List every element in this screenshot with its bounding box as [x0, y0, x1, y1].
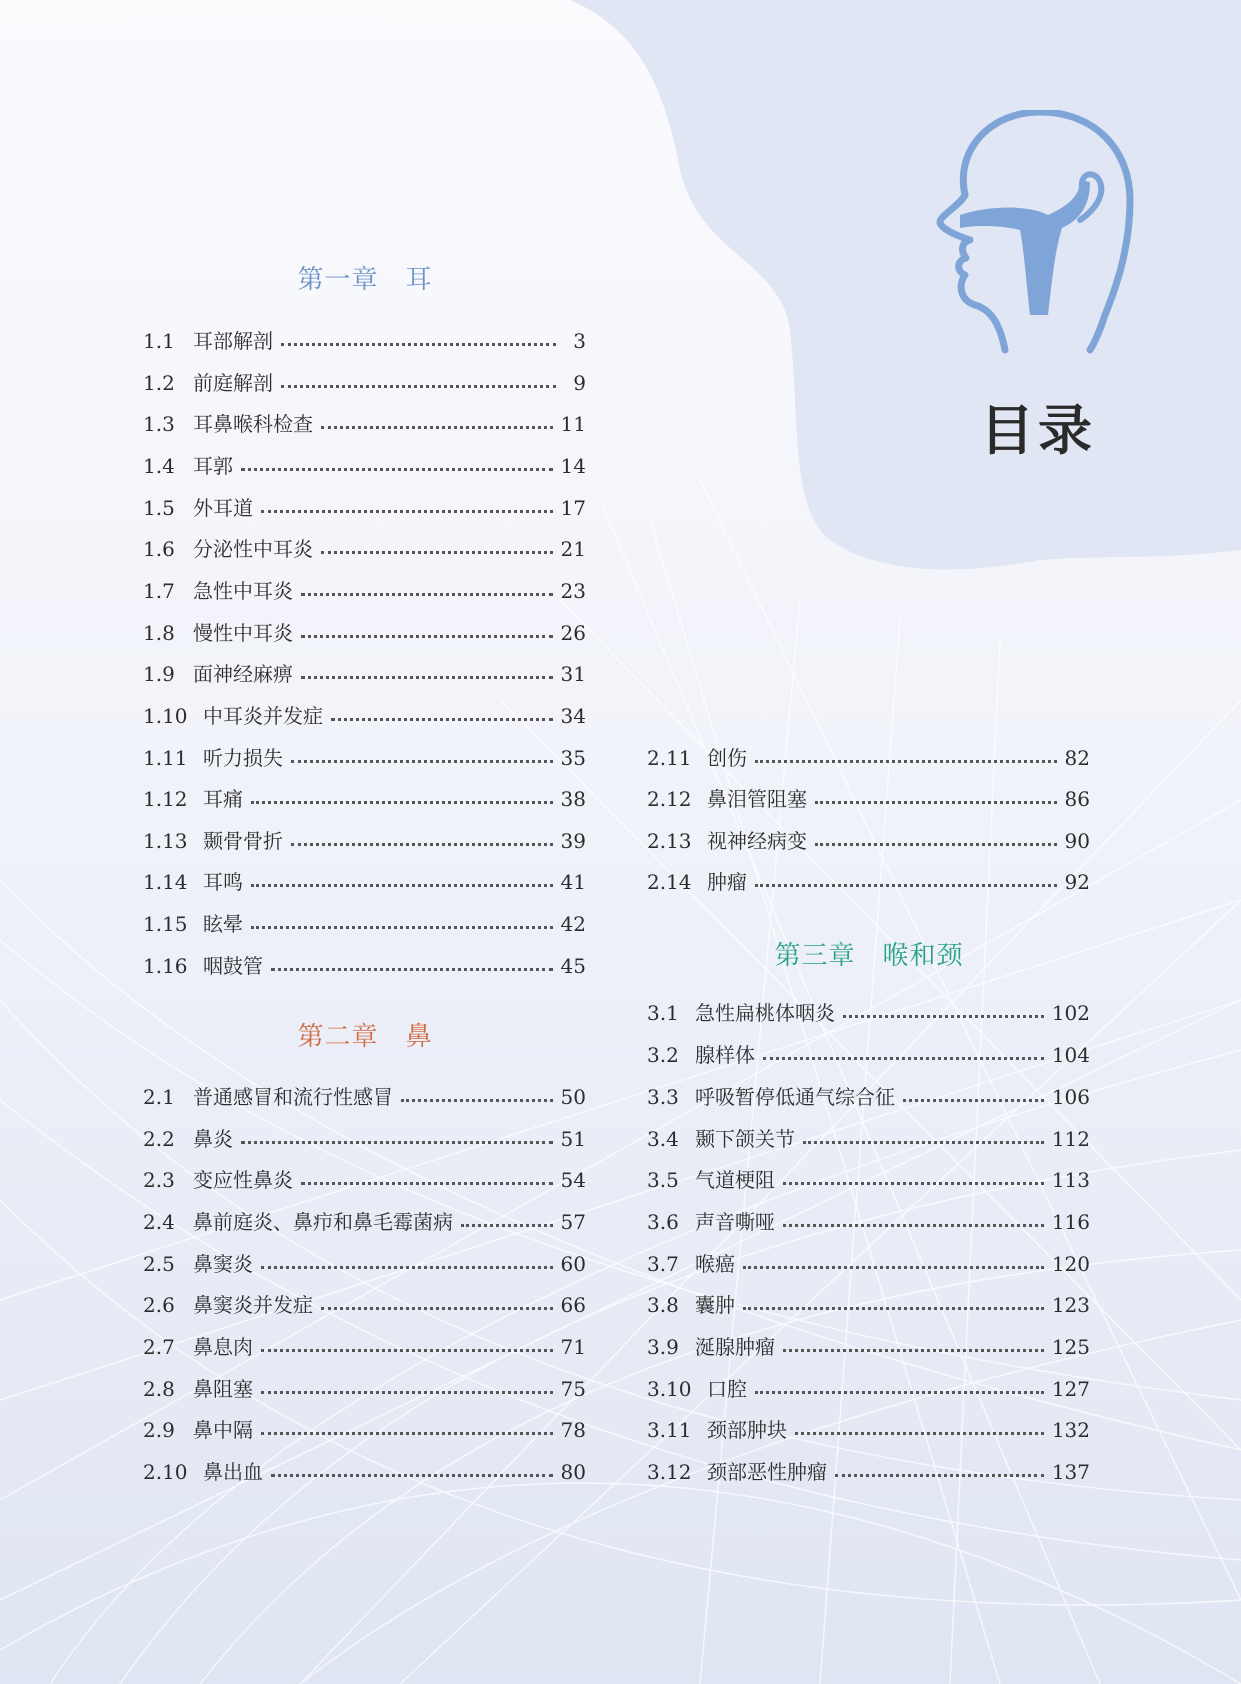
toc-entry[interactable]: [143, 370, 586, 396]
toc-entry[interactable]: [647, 1084, 1090, 1110]
toc-entry[interactable]: [143, 578, 586, 604]
page-number: 39: [560, 829, 586, 853]
section-title: 前庭解剖: [193, 371, 273, 395]
section-number: 3.1: [647, 1001, 679, 1025]
section-number: 1.7: [143, 579, 175, 603]
page-number: 17: [560, 496, 586, 520]
section-title: 鼻窦炎: [193, 1252, 253, 1276]
section-title: 颈部恶性肿瘤: [707, 1460, 827, 1484]
toc-entry[interactable]: [143, 1167, 586, 1193]
toc-entry[interactable]: [647, 1334, 1090, 1360]
leader-dots: [261, 1429, 553, 1435]
toc-title: 目录: [980, 399, 1096, 462]
section-title: 囊肿: [695, 1293, 735, 1317]
section-number: 1.5: [143, 496, 175, 520]
section-title: 鼻前庭炎、鼻疖和鼻毛霉菌病: [193, 1210, 453, 1234]
section-title: 涎腺肿瘤: [695, 1335, 775, 1359]
section-number: 2.11: [647, 746, 692, 770]
page-number: 75: [560, 1377, 586, 1401]
page-number: 41: [560, 870, 586, 894]
leader-dots: [903, 1096, 1044, 1102]
section-title: 咽鼓管: [203, 954, 263, 978]
toc-entry[interactable]: [143, 953, 586, 979]
section-title: 普通感冒和流行性感冒: [193, 1085, 393, 1109]
page-number: 102: [1051, 1001, 1090, 1025]
section-number: 2.5: [143, 1252, 175, 1276]
section-number: 1.14: [143, 870, 188, 894]
leader-dots: [783, 1179, 1044, 1185]
leader-dots: [321, 423, 553, 429]
section-title: 面神经麻痹: [193, 662, 293, 686]
section-title: 鼻泪管阻塞: [707, 787, 807, 811]
leader-dots: [815, 840, 1057, 846]
leader-dots: [321, 1304, 553, 1310]
leader-dots: [815, 798, 1057, 804]
toc-entry[interactable]: [647, 1209, 1090, 1235]
page-number: 78: [560, 1418, 586, 1442]
toc-entry[interactable]: [143, 1376, 586, 1402]
section-title: 耳鼻喉科检查: [193, 412, 313, 436]
page-number: 42: [560, 912, 586, 936]
section-title: 声音嘶哑: [695, 1210, 775, 1234]
leader-dots: [281, 382, 556, 388]
leader-dots: [271, 1471, 553, 1477]
toc-entry[interactable]: [143, 453, 586, 479]
page-number: 112: [1051, 1127, 1090, 1151]
page-number: 50: [560, 1085, 586, 1109]
section-title: 鼻阻塞: [193, 1377, 253, 1401]
page-number: 92: [1064, 870, 1090, 894]
toc-entry[interactable]: [143, 1292, 586, 1318]
section-number: 1.15: [143, 912, 188, 936]
section-number: 1.13: [143, 829, 188, 853]
section-number: 2.10: [143, 1460, 188, 1484]
toc-entry[interactable]: [143, 620, 586, 646]
section-number: 2.12: [647, 787, 692, 811]
leader-dots: [783, 1346, 1044, 1352]
page-number: 23: [560, 579, 586, 603]
leader-dots: [251, 923, 553, 929]
section-title: 颞下颌关节: [695, 1127, 795, 1151]
page-number: 54: [560, 1168, 586, 1192]
toc-entry[interactable]: [143, 411, 586, 437]
chapter-3-title: 第三章 喉和颈: [774, 941, 964, 971]
toc-entry[interactable]: [647, 1292, 1090, 1318]
page-number: 104: [1051, 1043, 1090, 1067]
section-number: 3.12: [647, 1460, 692, 1484]
section-number: 2.3: [143, 1168, 175, 1192]
leader-dots: [241, 465, 553, 471]
toc-entry[interactable]: [647, 1459, 1090, 1485]
head-profile-icon: [930, 110, 1140, 360]
leader-dots: [241, 1138, 553, 1144]
page-number: 125: [1051, 1335, 1090, 1359]
toc-entry[interactable]: [647, 828, 1090, 854]
section-number: 3.8: [647, 1293, 679, 1317]
section-number: 3.10: [647, 1377, 692, 1401]
section-title: 急性扁桃体咽炎: [695, 1001, 835, 1025]
section-number: 1.3: [143, 412, 175, 436]
section-title: 鼻中隔: [193, 1418, 253, 1442]
leader-dots: [763, 1054, 1044, 1060]
toc-entry[interactable]: [143, 328, 586, 354]
leader-dots: [743, 1263, 1044, 1269]
toc-entry[interactable]: [647, 1376, 1090, 1402]
leader-dots: [843, 1012, 1044, 1018]
section-number: 3.3: [647, 1085, 679, 1109]
leader-dots: [251, 798, 553, 804]
section-number: 2.9: [143, 1418, 175, 1442]
leader-dots: [261, 1388, 553, 1394]
toc-entry[interactable]: [647, 1167, 1090, 1193]
page-number: 31: [560, 662, 586, 686]
leader-dots: [261, 1346, 553, 1352]
section-title: 慢性中耳炎: [193, 621, 293, 645]
section-title: 外耳道: [193, 496, 253, 520]
section-number: 1.11: [143, 746, 188, 770]
page-number: 57: [560, 1210, 586, 1234]
page-number: 45: [560, 954, 586, 978]
page-number: 123: [1051, 1293, 1090, 1317]
leader-dots: [291, 757, 553, 763]
page-number: 38: [560, 787, 586, 811]
leader-dots: [803, 1138, 1044, 1144]
page-number: 106: [1051, 1085, 1090, 1109]
page-number: 71: [560, 1335, 586, 1359]
page-number: 116: [1051, 1210, 1090, 1234]
toc-entry[interactable]: [143, 1251, 586, 1277]
toc-entry[interactable]: [143, 869, 586, 895]
page-number: 113: [1051, 1168, 1090, 1192]
toc-entry[interactable]: [143, 1209, 586, 1235]
leader-dots: [251, 881, 553, 887]
leader-dots: [261, 1263, 553, 1269]
section-number: 2.4: [143, 1210, 175, 1234]
section-number: 1.6: [143, 537, 175, 561]
section-number: 3.11: [647, 1418, 692, 1442]
toc-entry[interactable]: [143, 786, 586, 812]
page-number: 66: [560, 1293, 586, 1317]
leader-dots: [755, 757, 1057, 763]
page-number: 127: [1051, 1377, 1090, 1401]
leader-dots: [835, 1471, 1044, 1477]
section-number: 2.1: [143, 1085, 175, 1109]
section-number: 3.6: [647, 1210, 679, 1234]
leader-dots: [281, 340, 556, 346]
section-title: 中耳炎并发症: [203, 704, 323, 728]
page-number: 35: [560, 746, 586, 770]
section-title: 分泌性中耳炎: [193, 537, 313, 561]
page-number: 80: [560, 1460, 586, 1484]
toc-entry[interactable]: [143, 1417, 586, 1443]
page-number: 21: [560, 537, 586, 561]
page-number: 90: [1064, 829, 1090, 853]
section-title: 鼻炎: [193, 1127, 233, 1151]
section-number: 2.8: [143, 1377, 175, 1401]
page-number: 11: [560, 412, 586, 436]
section-number: 1.12: [143, 787, 188, 811]
section-number: 1.4: [143, 454, 175, 478]
section-title: 鼻出血: [203, 1460, 263, 1484]
section-title: 肿瘤: [707, 870, 747, 894]
toc-entry[interactable]: [143, 1126, 586, 1152]
section-number: 1.10: [143, 704, 188, 728]
chapter-1-title: 第一章 耳: [297, 265, 433, 295]
toc-entry[interactable]: [143, 911, 586, 937]
section-title: 鼻息肉: [193, 1335, 253, 1359]
section-number: 1.16: [143, 954, 188, 978]
leader-dots: [783, 1221, 1044, 1227]
section-number: 1.2: [143, 371, 175, 395]
page-number: 14: [560, 454, 586, 478]
toc-entry[interactable]: [647, 869, 1090, 895]
leader-dots: [301, 673, 553, 679]
section-title: 颞骨骨折: [203, 829, 283, 853]
section-number: 2.6: [143, 1293, 175, 1317]
section-title: 耳部解剖: [193, 329, 273, 353]
section-title: 颈部肿块: [707, 1418, 787, 1442]
section-title: 眩晕: [203, 912, 243, 936]
section-number: 1.1: [143, 329, 175, 353]
leader-dots: [271, 965, 553, 971]
toc-entry[interactable]: [647, 1126, 1090, 1152]
page-number: 60: [560, 1252, 586, 1276]
section-title: 耳鸣: [203, 870, 243, 894]
section-title: 腺样体: [695, 1043, 755, 1067]
section-number: 2.2: [143, 1127, 175, 1151]
section-number: 2.13: [647, 829, 692, 853]
page-number: 137: [1051, 1460, 1090, 1484]
chapter-2-title: 第二章 鼻: [297, 1022, 433, 1052]
leader-dots: [261, 507, 553, 513]
section-title: 喉癌: [695, 1252, 735, 1276]
page-number: 86: [1064, 787, 1090, 811]
page-number: 34: [560, 704, 586, 728]
toc-entry[interactable]: [647, 786, 1090, 812]
toc-entry[interactable]: [143, 745, 586, 771]
section-title: 耳郭: [193, 454, 233, 478]
leader-dots: [755, 881, 1057, 887]
section-title: 耳痛: [203, 787, 243, 811]
toc-entry[interactable]: [647, 1042, 1090, 1068]
toc-entry[interactable]: [143, 828, 586, 854]
leader-dots: [795, 1429, 1044, 1435]
section-title: 视神经病变: [707, 829, 807, 853]
section-number: 1.9: [143, 662, 175, 686]
toc-entry[interactable]: [143, 661, 586, 687]
leader-dots: [301, 1179, 553, 1185]
leader-dots: [301, 590, 553, 596]
leader-dots: [331, 715, 553, 721]
section-title: 急性中耳炎: [193, 579, 293, 603]
leader-dots: [743, 1304, 1044, 1310]
toc-entry[interactable]: [647, 745, 1090, 771]
section-number: 1.8: [143, 621, 175, 645]
leader-dots: [755, 1388, 1044, 1394]
section-number: 3.5: [647, 1168, 679, 1192]
section-title: 变应性鼻炎: [193, 1168, 293, 1192]
section-number: 3.9: [647, 1335, 679, 1359]
leader-dots: [461, 1221, 553, 1227]
section-title: 呼吸暂停低通气综合征: [695, 1085, 895, 1109]
page-number: 82: [1064, 746, 1090, 770]
page-number: 3: [573, 329, 586, 353]
toc-entry[interactable]: [143, 1084, 586, 1110]
section-title: 听力损失: [203, 746, 283, 770]
toc-entry[interactable]: [143, 703, 586, 729]
page-number: 26: [560, 621, 586, 645]
leader-dots: [301, 632, 553, 638]
section-title: 鼻窦炎并发症: [193, 1293, 313, 1317]
toc-entry[interactable]: [143, 495, 586, 521]
page-number: 120: [1051, 1252, 1090, 1276]
leader-dots: [401, 1096, 553, 1102]
leader-dots: [321, 548, 553, 554]
section-title: 创伤: [707, 746, 747, 770]
section-number: 2.7: [143, 1335, 175, 1359]
toc-entry[interactable]: [647, 1417, 1090, 1443]
page-number: 51: [560, 1127, 586, 1151]
toc-entry[interactable]: [143, 1459, 586, 1485]
toc-entry[interactable]: [647, 1000, 1090, 1026]
toc-entry[interactable]: [143, 536, 586, 562]
section-number: 2.14: [647, 870, 692, 894]
toc-entry[interactable]: [143, 1334, 586, 1360]
section-number: 3.2: [647, 1043, 679, 1067]
section-number: 3.7: [647, 1252, 679, 1276]
leader-dots: [291, 840, 553, 846]
section-number: 3.4: [647, 1127, 679, 1151]
section-title: 气道梗阻: [695, 1168, 775, 1192]
toc-entry[interactable]: [647, 1251, 1090, 1277]
page-number: 9: [573, 371, 586, 395]
page-number: 132: [1051, 1418, 1090, 1442]
corner-blob: [570, 0, 1241, 570]
section-title: 口腔: [707, 1377, 747, 1401]
